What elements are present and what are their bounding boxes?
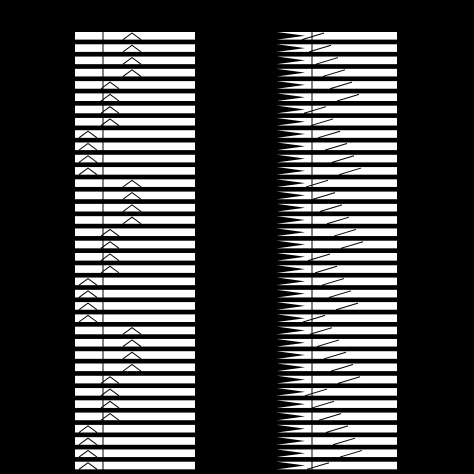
stripe-bar xyxy=(75,143,195,151)
stripe-strip-left xyxy=(60,0,210,474)
stripe-bar xyxy=(75,167,195,175)
stripe-bar xyxy=(75,106,195,114)
stripe-bar xyxy=(75,376,195,384)
stripe-panel-right xyxy=(262,0,412,474)
stripe-bar xyxy=(75,425,195,433)
stripe-bar xyxy=(75,400,195,408)
stripe-bar xyxy=(75,278,195,286)
stripe-panel-left xyxy=(60,0,210,474)
stripe-bar xyxy=(75,290,195,298)
stripe-bar xyxy=(75,413,195,421)
stripe-bar xyxy=(75,265,195,273)
stripe-strip-right xyxy=(262,0,412,474)
stripe-bar xyxy=(75,302,195,310)
stripe-bar xyxy=(75,241,195,249)
stripe-bar xyxy=(75,118,195,126)
stripe-bar xyxy=(75,81,195,89)
stripe-bar xyxy=(75,314,195,322)
stripe-bar xyxy=(75,155,195,163)
stripe-bar xyxy=(75,388,195,396)
stripe-bar xyxy=(75,228,195,236)
stripe-bar xyxy=(75,253,195,261)
stripe-bar xyxy=(75,437,195,445)
stripe-bar xyxy=(75,462,195,470)
stripe-bar xyxy=(75,93,195,101)
stripe-bar xyxy=(75,449,195,457)
stripe-bar xyxy=(75,130,195,138)
